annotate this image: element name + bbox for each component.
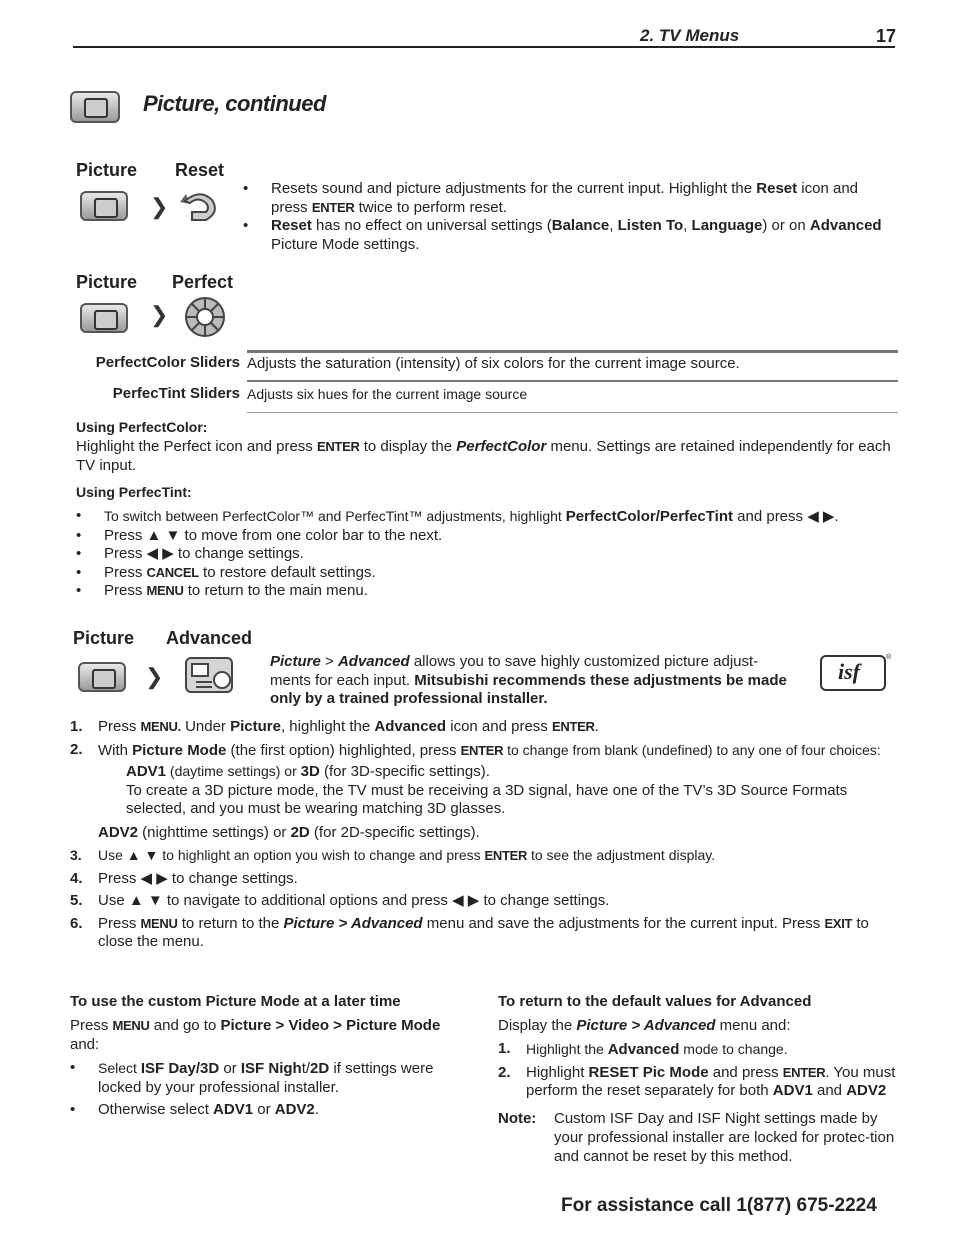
defaults-steps xyxy=(498,1040,898,1101)
defaults-note xyxy=(498,1109,898,1166)
adv1-3d-note: To create a 3D picture mode, the TV must be receiving a 3D signal, have one of the TV’s 3D Source Formats selected, and you must be wearing matching 3D glasses. xyxy=(126,781,848,817)
assistance-footer: For assistance call 1(877) 675-2224 xyxy=(561,1195,877,1216)
perfect-color-wheel-icon xyxy=(184,296,226,338)
advanced-steps xyxy=(70,718,900,956)
list-item: • Press MENU to return to the main menu. xyxy=(76,582,906,601)
list-item: 4. Press ◀ ▶ to change settings. xyxy=(70,869,298,887)
custom-mode-column xyxy=(70,992,470,1120)
adv2-option: ADV2 (nighttime settings) or 2D (for 2D-specific settings). xyxy=(98,823,480,841)
running-header: 2. TV Menus xyxy=(640,26,740,45)
picture-menu-icon xyxy=(80,303,128,333)
perfectint-bullets xyxy=(76,507,906,601)
list-item: • Otherwise select ADV1 or ADV2. xyxy=(70,1101,470,1120)
list-item: 2. Highlight RESET Pic Mode and press ENTER. You must perform the reset separately for both ADV1 and ADV2 xyxy=(498,1063,896,1099)
list-item: 2. With Picture Mode (the first option) highlighted, press ENTER to change from blank (undefined) to any one of four choices: ADV1 (daytime settings) or 3D (for 3D-specific settings). To create a 3D picture mode, the TV must be receiving a 3D signal, have one of the TV’s 3D Source Formats selected, and you must be wearing matching 3D glasses. ADV2 (nighttime settings) or 2D (for 2D-specific settings). xyxy=(70,741,900,843)
reset-label: Reset xyxy=(175,160,225,180)
list-item: 1. Highlight the Advanced mode to change. xyxy=(498,1040,788,1058)
list-item: • To switch between PerfectColor™ and PerfecTint™ adjustments, highlight PerfectColor/PerfecTint and press ◀ ▶. xyxy=(76,507,906,527)
list-item: 3. Use ▲ ▼ to highlight an option you wish to change and press ENTER to see the adjustment display. xyxy=(70,847,716,863)
advanced-intro: Picture > Advanced allows you to save highly customized picture adjust-ments for each input. Mitsubishi recommends these adjustments be made only by a trained professional installer. xyxy=(270,653,787,707)
page-number: 17 xyxy=(876,26,897,46)
list-item: • Press ◀ ▶ to change settings. xyxy=(76,545,906,564)
picture-label: Picture xyxy=(76,272,138,292)
table-row xyxy=(76,350,898,380)
row-name: PerfectColor Sliders xyxy=(95,354,240,371)
list-item: 5. Use ▲ ▼ to navigate to additional options and press ◀ ▶ to change settings. xyxy=(70,892,610,909)
defaults-heading: To return to the default values for Advanced xyxy=(498,993,812,1010)
advanced-label: Advanced xyxy=(166,628,253,648)
list-item: • Resets sound and picture adjustments for the current input. Highlight the Reset icon and press ENTER twice to perform reset. xyxy=(243,180,883,217)
isf-logo xyxy=(820,655,886,691)
table-row xyxy=(76,380,898,414)
list-item: 1. Press MENU. Under Picture, highlight the Advanced icon and press ENTER. xyxy=(70,718,599,735)
list-item: • Press ▲ ▼ to move from one color bar to the next. xyxy=(76,527,906,546)
note-label: Note: xyxy=(498,1109,537,1127)
using-perfectint-heading: Using PerfecTint: xyxy=(76,484,192,500)
advanced-settings-icon xyxy=(184,656,236,696)
row-desc: Adjusts six hues for the current image source xyxy=(247,380,898,413)
chevron-right-icon: ❯ xyxy=(150,194,169,219)
picture-label: Picture xyxy=(73,628,135,648)
page-title: Picture, continued xyxy=(143,91,326,116)
row-desc: Adjusts the saturation (intensity) of six colors for the current image source. xyxy=(247,350,898,372)
perfect-label: Perfect xyxy=(172,272,234,292)
using-perfectcolor-heading: Using PerfectColor: xyxy=(76,419,208,435)
header-rule xyxy=(73,46,895,48)
slider-table xyxy=(76,350,898,414)
note-text: Custom ISF Day and ISF Night settings made by your professional installer are locked for protec-tion and cannot be reset by this method. xyxy=(554,1109,895,1165)
custom-mode-bullets xyxy=(70,1059,470,1120)
using-perfectcolor-text: Highlight the Perfect icon and press ENTER to display the PerfectColor menu. Settings are retained independently for each TV input. xyxy=(76,438,891,474)
custom-mode-text: Press MENU and go to Picture > Video > Picture Mode and: xyxy=(70,1017,441,1053)
list-item: 6. Press MENU to return to the Picture > Advanced menu and save the adjustments for the current input. Press EXIT to close the menu. xyxy=(70,914,869,950)
reset-icon xyxy=(176,186,224,228)
reset-bullets xyxy=(243,180,883,254)
list-item: • Select ISF Day/3D or ISF Night/2D if settings were locked by your professional installer. xyxy=(70,1059,470,1097)
row-name: PerfecTint Sliders xyxy=(112,385,240,402)
chevron-right-icon: ❯ xyxy=(150,302,169,327)
registered-mark: ® xyxy=(886,654,892,661)
isf-logo-text: isf xyxy=(838,659,860,684)
defaults-text: Display the Picture > Advanced menu and: xyxy=(498,1017,791,1034)
chevron-right-icon: ❯ xyxy=(145,664,164,689)
list-item: • Reset has no effect on universal settings (Balance, Listen To, Language) or on Advanced Picture Mode settings. xyxy=(243,217,883,254)
custom-mode-heading: To use the custom Picture Mode at a later time xyxy=(70,993,401,1010)
picture-menu-icon xyxy=(78,662,126,692)
list-item: • Press CANCEL to restore default settings. xyxy=(76,564,906,583)
defaults-column xyxy=(498,992,898,1166)
picture-menu-icon xyxy=(70,91,120,123)
adv1-option: ADV1 (daytime settings) or 3D (for 3D-specific settings). xyxy=(126,763,490,780)
picture-menu-icon xyxy=(80,191,128,221)
picture-label: Picture xyxy=(76,160,138,180)
